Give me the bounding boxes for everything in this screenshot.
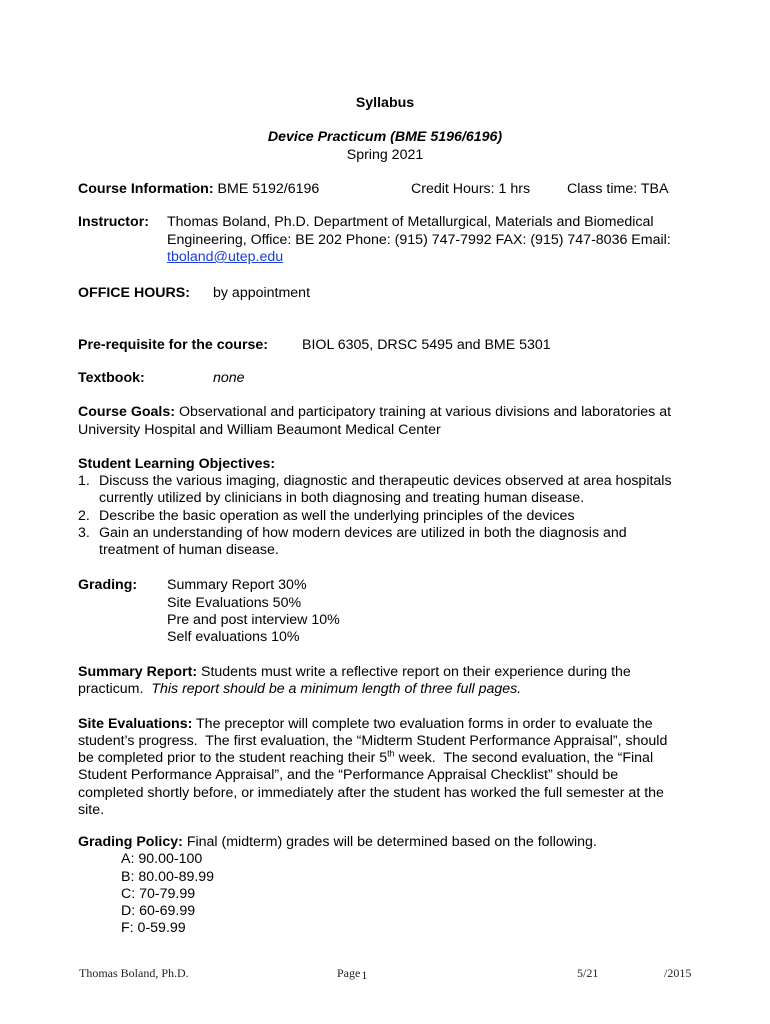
summary-report-text-2: practicum. (78, 681, 152, 697)
summary-report-label: Summary Report: (78, 664, 198, 680)
objective-3-line-2: treatment of human disease. (99, 542, 279, 558)
site-eval-line-3 (78, 750, 653, 767)
site-eval-text-3a: be completed prior to the student reaching their 5 (78, 750, 388, 766)
course-info-label: Course Information: (78, 181, 214, 197)
site-eval-label: Site Evaluations: (78, 716, 193, 732)
credit-hours: Credit Hours: 1 hrs (411, 181, 531, 197)
objective-2-line-1: Describe the basic operation as well the underlying principles of the devices (99, 508, 575, 524)
instructor-label: Instructor: (78, 214, 149, 230)
objective-3-line-1: Gain an understanding of how modern devices are utilized in both the diagnosis and (99, 525, 627, 541)
grading-label: Grading: (78, 577, 138, 593)
grading-policy-label: Grading Policy: (78, 834, 183, 850)
grading-item: Summary Report 30% (167, 577, 307, 593)
summary-report-line-1 (78, 664, 631, 681)
footer-page-number: 1 (361, 968, 368, 982)
summary-report-requirement: This report should be a minimum length of three full pages. (151, 681, 522, 697)
course-goals-label: Course Goals: (78, 404, 175, 420)
textbook-value: none (213, 370, 245, 386)
objective-2-number: 2. (78, 508, 90, 524)
site-eval-line-2: student’s progress. The first evaluation, the “Midterm Student Performance Appraisal”, should (78, 733, 668, 749)
grade-scale-item: A: 90.00-100 (121, 851, 203, 867)
class-time: Class time: TBA (567, 181, 669, 197)
course-info-line (78, 181, 319, 198)
office-hours-label: OFFICE HOURS: (78, 285, 190, 301)
site-eval-text-1: The preceptor will complete two evaluation forms in order to evaluate the (196, 716, 653, 732)
site-eval-line-6: site. (78, 802, 105, 818)
grading-item: Site Evaluations 50% (167, 595, 302, 611)
instructor-email-link[interactable]: tboland@utep.edu (167, 249, 284, 265)
objectives-label: Student Learning Objectives: (78, 456, 276, 472)
summary-report-text-1: Students must write a reflective report on their experience during the (201, 664, 631, 680)
site-eval-line-1 (78, 716, 653, 733)
footer-date-a: 5/21 (577, 966, 599, 980)
document-title: Syllabus (355, 95, 415, 111)
grading-item: Pre and post interview 10% (167, 612, 340, 628)
course-goals-line-2: University Hospital and William Beaumont Medical Center (78, 422, 441, 438)
summary-report-line-2 (78, 681, 521, 698)
course-term: Spring 2021 (346, 147, 424, 163)
site-eval-line-4: Student Performance Appraisal”, and the “Performance Appraisal Checklist” should be (78, 767, 619, 783)
objective-1-number: 1. (78, 473, 90, 489)
office-hours-value: by appointment (213, 285, 311, 301)
objective-3-number: 3. (78, 525, 90, 541)
course-goals-line-1 (78, 404, 671, 421)
course-goals-text-1: Observational and participatory training at various divisions and laboratories at (178, 404, 672, 420)
instructor-line-1: Thomas Boland, Ph.D. Department of Metallurgical, Materials and Biomedical (167, 214, 654, 230)
footer-date-b: /2015 (664, 966, 692, 980)
prereq-value: BIOL 6305, DRSC 5495 and BME 5301 (302, 337, 551, 353)
footer-page (337, 965, 367, 982)
grading-policy-line (78, 834, 597, 851)
grade-scale-item: D: 60-69.99 (121, 903, 196, 919)
grading-item: Self evaluations 10% (167, 629, 300, 645)
site-eval-superscript: th (387, 748, 395, 759)
objective-1-line-1: Discuss the various imaging, diagnostic and therapeutic devices observed at area hospitals (99, 473, 672, 489)
course-info-value: BME 5192/6196 (217, 181, 320, 197)
instructor-line-2: Engineering, Office: BE 202 Phone: (915) 747-7992 FAX: (915) 747-8036 Email: (167, 232, 671, 248)
textbook-label: Textbook: (78, 370, 145, 386)
site-eval-line-5: completed shortly before, or immediately after the student has worked the full semester at the (78, 785, 664, 801)
objective-1-line-2: currently utilized by clinicians in both diagnosing and treating human disease. (99, 490, 585, 506)
footer-page-label: Page (337, 966, 361, 980)
grade-scale-item: F: 0-59.99 (121, 920, 186, 936)
grade-scale-item: B: 80.00-89.99 (121, 869, 215, 885)
grade-scale-item: C: 70-79.99 (121, 886, 196, 902)
site-eval-text-3b: week. The second evaluation, the “Final (394, 750, 654, 766)
prereq-label: Pre-requisite for the course: (78, 337, 269, 353)
grading-policy-text: Final (midterm) grades will be determined based on the following. (186, 834, 597, 850)
footer-author: Thomas Boland, Ph.D. (79, 966, 189, 980)
course-name: Device Practicum (BME 5196/6196) (267, 129, 503, 145)
